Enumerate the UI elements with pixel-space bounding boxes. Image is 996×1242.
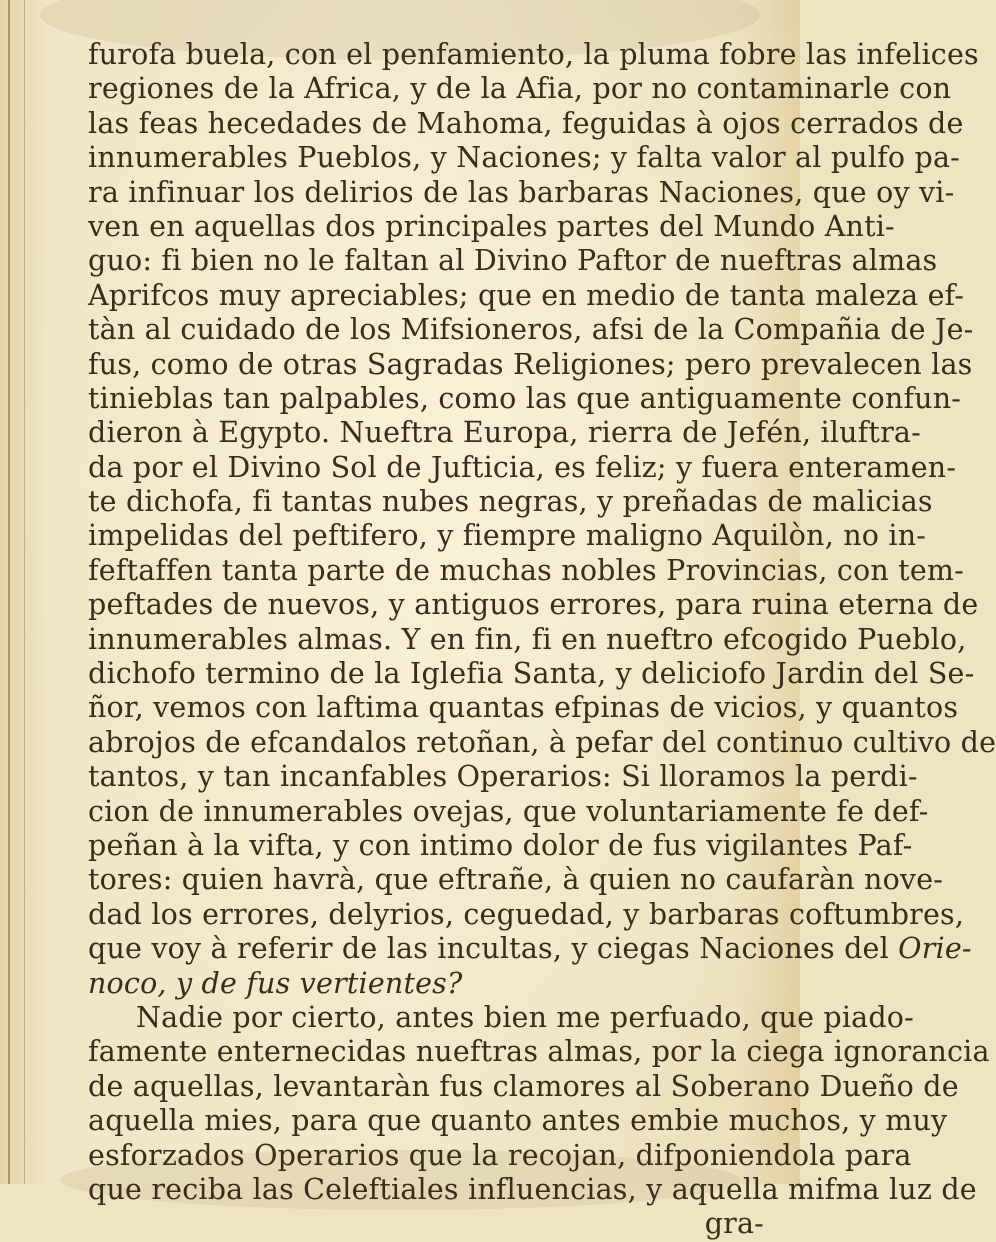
text-line — [88, 416, 921, 450]
text-line-content: peftades de nuevos, y antiguos errores, para ruina eterna de — [88, 588, 979, 622]
text-line — [88, 1035, 990, 1069]
text-line — [88, 725, 996, 760]
text-line — [88, 519, 927, 553]
text-line-content: te dichofa, fi tantas nubes negras, y preñadas de malicias — [88, 485, 933, 519]
text-line-content: innumerables Pueblos, y Naciones; y falta valor al pulfo pa- — [88, 141, 960, 175]
text-line — [88, 1069, 959, 1104]
text-line-content: esforzados Operarios que la recojan, difponiendola para — [88, 1138, 912, 1172]
text-line — [88, 760, 918, 794]
text-line — [88, 863, 944, 897]
text-line-content: Nadie por cierto, antes bien me perfuado, que piado- — [136, 1000, 914, 1034]
page-edge-line — [8, 0, 10, 1184]
text-line-content: guo: fi bien no le faltan al Divino Paftor de nueftras almas — [88, 244, 938, 278]
text-line — [88, 897, 965, 932]
text-line — [88, 347, 973, 382]
text-line — [88, 106, 964, 141]
text-line — [88, 244, 938, 278]
text-line — [88, 38, 979, 72]
text-line — [88, 828, 913, 863]
text-line-content: ra infinuar los delirios de las barbaras Naciones, que oy vi- — [88, 175, 955, 209]
text-line-italic: Orie- — [898, 932, 972, 966]
text-line-content: de aquellas, levantaràn fus clamores al Soberano Dueño de — [88, 1069, 959, 1103]
text-line-content: dieron à Egypto. Nueftra Europa, rierra de Jefén, iluftra- — [88, 416, 921, 450]
text-line — [88, 657, 975, 691]
text-line — [88, 485, 933, 519]
text-line-content: furofa buela, con el penfamiento, la pluma fobre las infelices — [88, 38, 979, 71]
text-line-content: abrojos de efcandalos retoñan, à pefar del continuo cultivo de — [88, 725, 996, 759]
text-line-content: dichofo termino de la Iglefia Santa, y deliciofo Jardin del Se- — [88, 657, 975, 691]
text-line — [88, 381, 962, 416]
page-edge-line — [24, 0, 25, 1184]
text-line — [88, 1207, 764, 1241]
text-line-content: cion de innumerables ovejas, que voluntariamente fe def- — [88, 794, 929, 828]
text-line — [88, 72, 952, 106]
text-line — [88, 450, 957, 485]
text-line — [88, 553, 964, 588]
text-line-content: da por el Divino Sol de Jufticia, es feliz; y fuera enteramen- — [88, 450, 957, 484]
text-line-content: impelidas del peftifero, y fiempre maligno Aquilòn, no in- — [88, 519, 927, 553]
text-line-content: Aprifcos muy apreciables; que en medio de tanta maleza ef- — [88, 278, 965, 312]
text-line-content: tàn al cuidado de los Mifsioneros, afsi de la Compañia de Je- — [88, 313, 974, 347]
text-line — [88, 141, 960, 175]
text-line — [88, 278, 965, 313]
text-line-content: que voy à referir de las incultas, y ciegas Naciones del — [88, 932, 899, 966]
text-line — [88, 1104, 948, 1138]
text-line-content: peñan à la vifta, y con intimo dolor de fus vigilantes Paf- — [88, 828, 913, 862]
text-line — [88, 932, 972, 966]
text-line-content: regiones de la Africa, y de la Afia, por no contaminarle con — [88, 72, 952, 106]
text-line — [88, 1172, 977, 1207]
text-line — [88, 622, 967, 657]
text-line-content: tinieblas tan palpables, como las que antiguamente confun- — [88, 381, 962, 415]
text-line — [88, 794, 929, 829]
text-line — [88, 691, 959, 725]
text-line-content: famente enternecidas nueftras almas, por la ciega ignorancia — [88, 1035, 990, 1069]
body-text — [88, 38, 996, 1242]
text-line-content: ñor, vemos con laftima quantas efpinas de vicios, y quantos — [88, 691, 959, 725]
text-line-content: que reciba las Celeftiales influencias, y aquella mifma luz de — [88, 1172, 977, 1206]
text-line-content: ven en aquellas dos principales partes del Mundo Anti- — [88, 209, 895, 243]
text-line — [88, 175, 955, 210]
text-line — [88, 209, 895, 244]
text-line — [88, 313, 974, 347]
text-line-content: las feas hecedades de Mahoma, feguidas à ojos cerrados de — [88, 106, 964, 140]
text-line-content: tantos, y tan incanfables Operarios: Si lloramos la perdi- — [88, 760, 918, 794]
text-line — [88, 1000, 914, 1035]
text-line-content: fus, como de otras Sagradas Religiones; pero prevalecen las — [88, 347, 973, 381]
text-line-content: gra- — [704, 1207, 764, 1241]
text-line — [88, 967, 764, 1001]
text-line-content: innumerables almas. Y en fin, fi en nueftro efcogido Pueblo, — [88, 622, 967, 656]
text-line-content: tores: quien havrà, que eftrañe, à quien no caufaràn nove- — [88, 863, 944, 897]
text-line-content: aquella mies, para que quanto antes embie muchos, y muy — [88, 1104, 948, 1138]
text-line-content: dad los errores, delyrios, ceguedad, y barbaras coftumbres, — [88, 897, 965, 931]
text-line — [88, 1138, 912, 1173]
text-line — [88, 588, 979, 622]
text-line-italic: noco, y de fus vertientes? — [88, 966, 463, 1000]
text-line-content: feftaffen tanta parte de muchas nobles Provincias, con tem- — [88, 553, 964, 587]
